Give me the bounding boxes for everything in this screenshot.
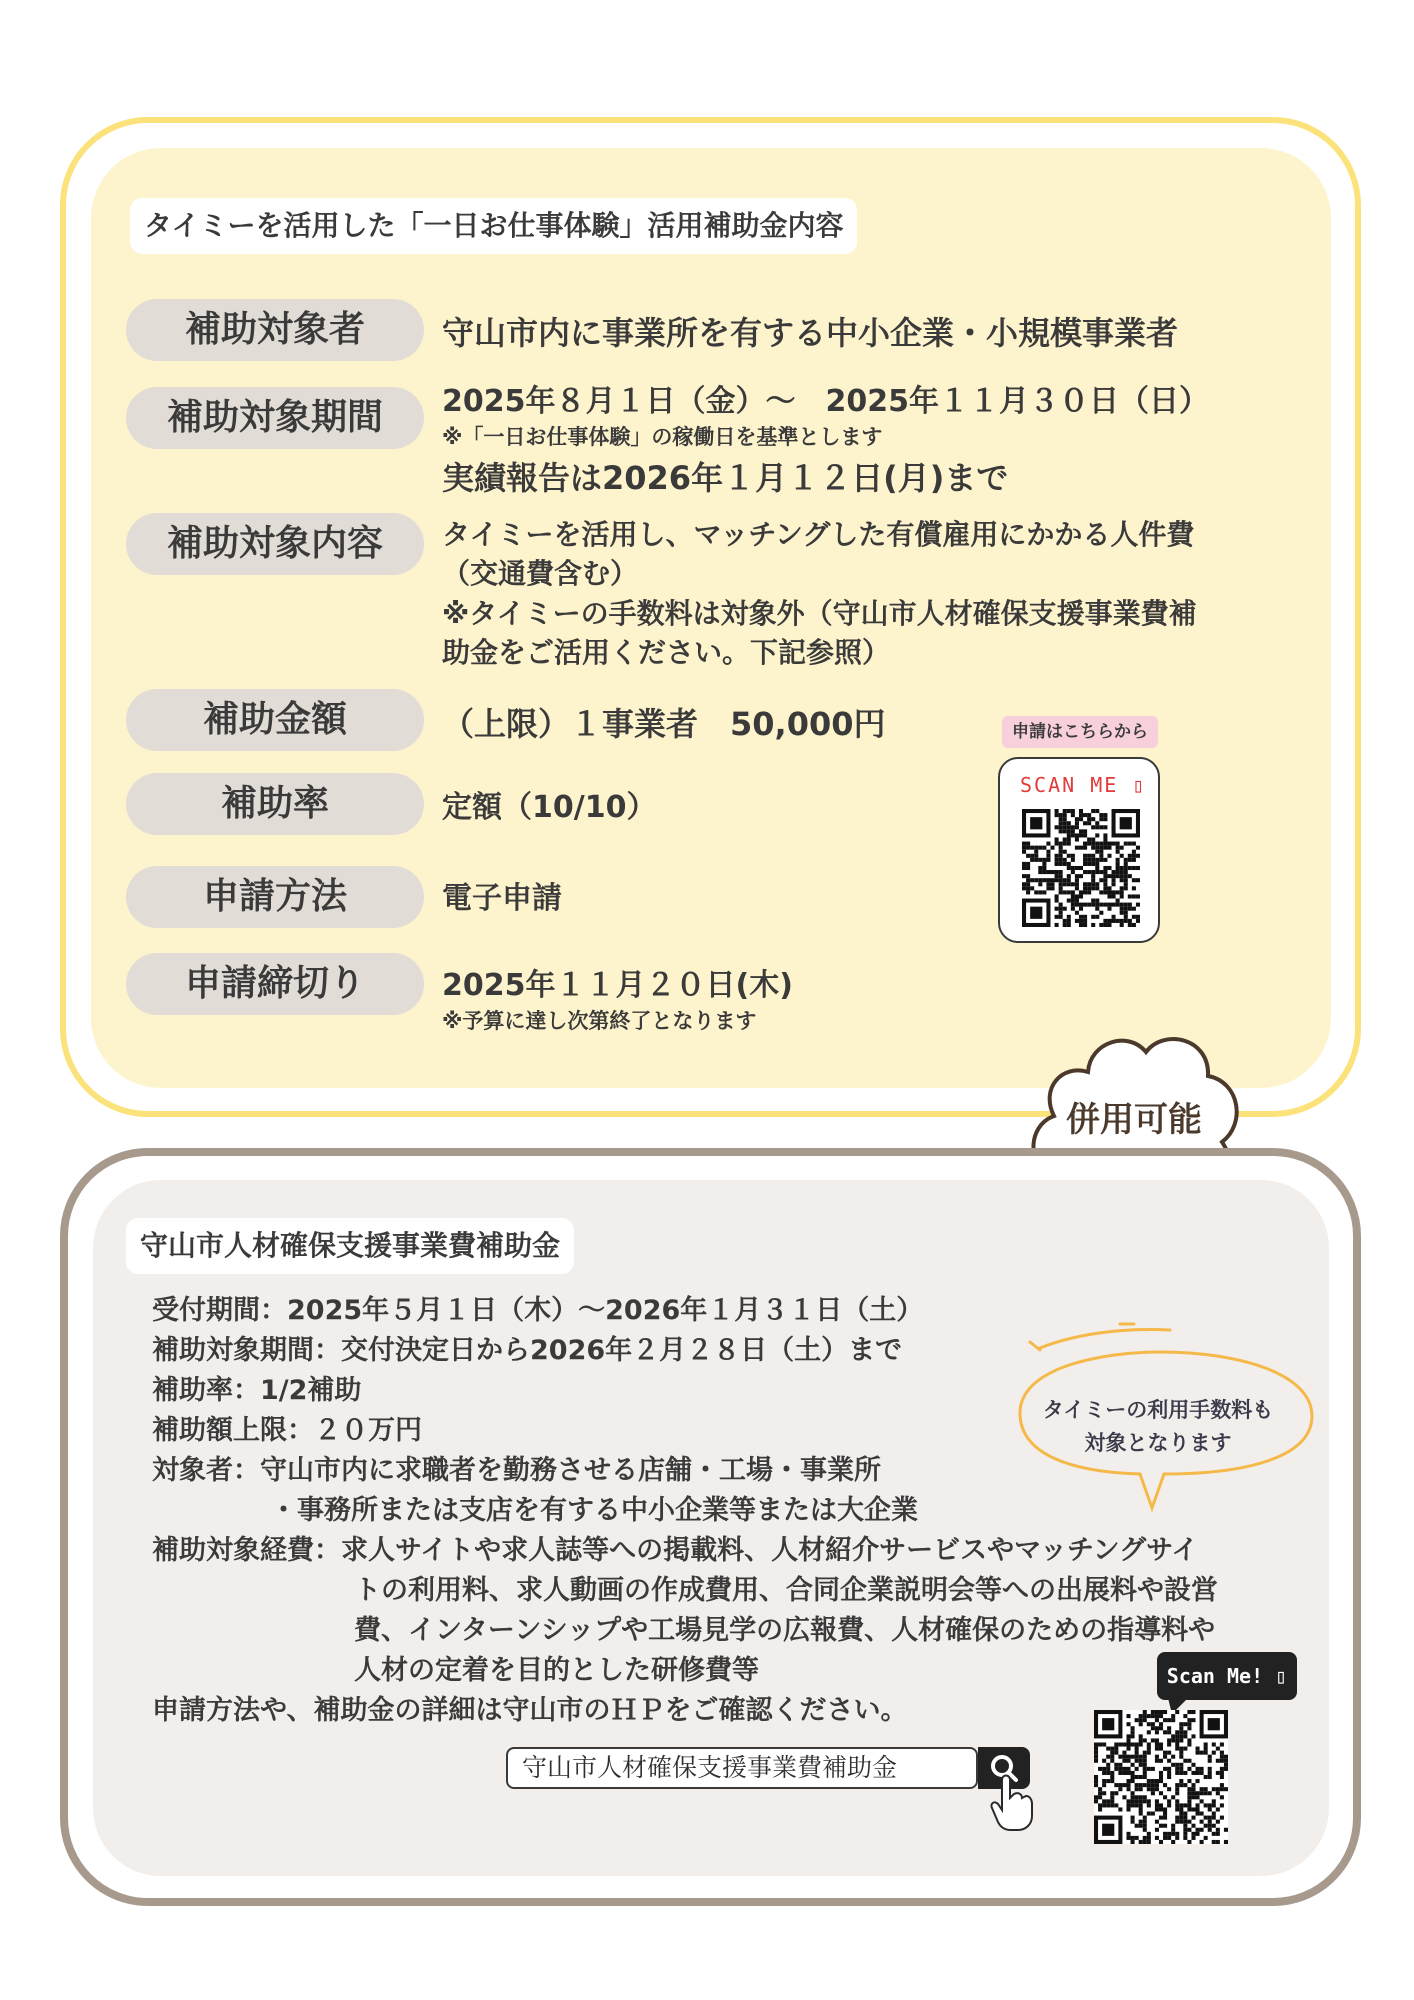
pointing-hand-icon (990, 1772, 1034, 1832)
content-line-2: （交通費含む） (442, 557, 639, 590)
cost-line-2: トの利用料、求人動画の作成費用、合同企業説明会等への出展料や設営 (354, 1575, 1218, 1606)
subsidy-period: 補助対象期間：交付決定日から2026年２月２８日（土）まで (152, 1335, 903, 1366)
cost-line-3: 費、インターンシップや工場見学の広報費、人材確保のための指導料や (354, 1615, 1216, 1646)
value-period: 2025年８月１日（金）～ 2025年１１月３０日（日） (442, 384, 1209, 419)
subsidy-rate: 補助率：1/2補助 (152, 1375, 362, 1406)
qr-code-icon[interactable] (1094, 1710, 1228, 1844)
phone-icon: ▯ (1275, 1664, 1288, 1688)
scan-me-tag: Scan Me! ▯ (1157, 1652, 1297, 1700)
label-content: 補助対象内容 (126, 513, 424, 575)
cost-line-4: 人材の定着を目的とした研修費等 (354, 1655, 759, 1686)
period-note: ※「一日お仕事体験」の稼働日を基準とします (442, 425, 883, 449)
target-line-1: 対象者：守山市内に求職者を勤務させる店舗・工場・事業所 (152, 1455, 881, 1486)
subsidy-limit: 補助額上限：２０万円 (152, 1415, 422, 1446)
value-deadline: 2025年１１月２０日(木) (442, 968, 793, 1003)
value-amount: （上限）１事業者 50,000円 (442, 705, 886, 743)
timee-section-heading: タイミーを活用した「一日お仕事体験」活用補助金内容 (130, 198, 857, 254)
label-target: 補助対象者 (126, 299, 424, 361)
reception-period: 受付期間：2025年５月１日（木）～2026年１月３１日（土） (152, 1295, 924, 1326)
period-report: 実績報告は2026年１月１２日(月)まで (442, 459, 1009, 497)
value-target: 守山市内に事業所を有する中小企業・小規模事業者 (442, 314, 1179, 352)
phone-icon: ▯ (1132, 773, 1147, 797)
content-line-1: タイミーを活用し、マッチングした有償雇用にかかる人件費 (442, 518, 1195, 551)
apply-qr-card[interactable] (998, 757, 1160, 943)
search-query: 守山市人材確保支援事業費補助金 (522, 1753, 898, 1782)
value-method: 電子申請 (442, 881, 562, 916)
combined-use-badge: 併用可能 (1066, 1100, 1202, 1140)
value-rate: 定額（10/10） (442, 790, 657, 825)
target-line-2: ・事務所または支店を有する中小企業等または大企業 (270, 1495, 918, 1526)
bubble-line-2: 対象となります (1084, 1431, 1232, 1455)
label-period: 補助対象期間 (126, 387, 424, 449)
search-input[interactable] (506, 1747, 978, 1789)
cost-line-1: 補助対象経費：求人サイトや求人誌等への掲載料、人材紹介サービスやマッチングサイ (152, 1535, 1199, 1566)
deadline-note: ※予算に達し次第終了となります (442, 1009, 757, 1033)
apply-here-tag: 申請はこちらから (1002, 716, 1158, 748)
scan-me-label: SCAN ME ▯ (1020, 773, 1147, 797)
label-deadline: 申請締切り (126, 953, 424, 1015)
label-method: 申請方法 (126, 866, 424, 928)
bubble-line-1: タイミーの利用手数料も (1042, 1398, 1274, 1422)
moriyama-section-heading: 守山市人材確保支援事業費補助金 (126, 1218, 574, 1274)
content-line-4: 助金をご活用ください。下記参照） (442, 636, 891, 669)
label-rate: 補助率 (126, 773, 424, 835)
qr-code-icon[interactable] (1022, 809, 1140, 927)
footer-note: 申請方法や、補助金の詳細は守山市のＨＰをご確認ください。 (152, 1695, 908, 1726)
content-line-3: ※タイミーの手数料は対象外（守山市人材確保支援事業費補 (442, 597, 1197, 630)
label-amount: 補助金額 (126, 689, 424, 751)
